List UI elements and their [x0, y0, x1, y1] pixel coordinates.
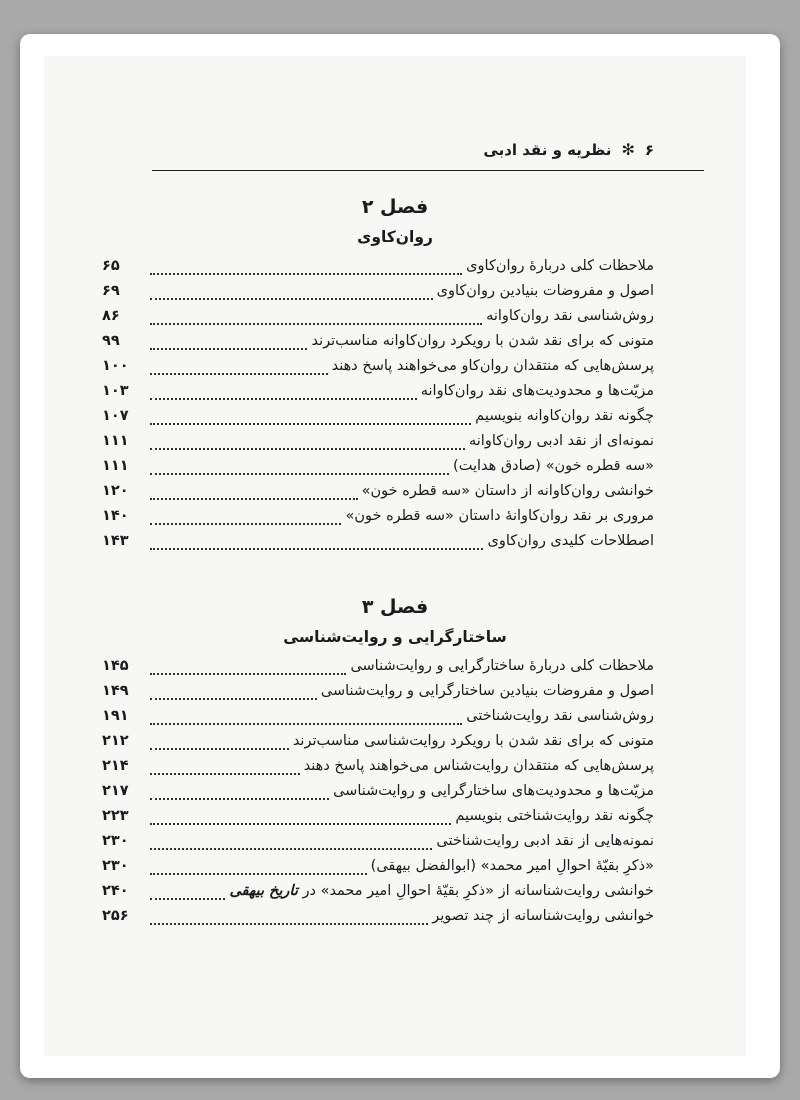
book-page [44, 56, 746, 1056]
toc-page-number: ۱۴۳ [102, 533, 129, 549]
toc-entry[interactable]: ملاحظات کلی دربارهٔ روان‌کاوی ۶۵ [102, 254, 654, 279]
toc-page-number: ۸۶ [102, 308, 120, 324]
dot-leader [150, 863, 367, 875]
toc-entry[interactable]: «سه قطره خون» (صادق هدایت) ۱۱۱ [102, 454, 654, 479]
toc-entry[interactable]: خوانشی روایت‌شناسانه از «ذکرِ بقیّهٔ احوالِ امیر محمد» در تاریخ بیهقی ۲۴۰ [102, 879, 654, 904]
chapter-3-label: فصل ۳ [361, 596, 429, 618]
dot-leader [150, 663, 346, 675]
toc-entry[interactable]: اصول و مفروضات بنیادین ساختارگرایی و روایت‌شناسی ۱۴۹ [102, 679, 654, 704]
toc-page-number: ۲۱۷ [102, 783, 129, 799]
toc-page-number: ۱۹۱ [102, 708, 129, 724]
toc-page-number: ۲۳۰ [102, 833, 129, 849]
toc-entry[interactable]: مزیّت‌ها و محدودیت‌های ساختارگرایی و روایت‌شناسی ۲۱۷ [102, 779, 654, 804]
dot-leader [150, 363, 328, 375]
dot-leader [150, 513, 341, 525]
toc-entry[interactable]: مروری بر نقد روان‌کاوانهٔ داستان «سه قطره خون» ۱۴۰ [102, 504, 654, 529]
toc-entry[interactable]: چگونه نقد روایت‌شناختی بنویسیم ۲۲۳ [102, 804, 654, 829]
dot-leader [150, 488, 358, 500]
toc-page-number: ۱۱۱ [102, 458, 129, 474]
dot-leader [150, 438, 465, 450]
chapter-3-title: ساختارگرایی و روایت‌شناسی [283, 628, 507, 646]
toc-page-number: ۱۴۹ [102, 683, 129, 699]
toc-page-number: ۱۴۰ [102, 508, 129, 524]
dot-leader [150, 688, 317, 700]
toc-page-number: ۲۱۲ [102, 733, 129, 749]
dot-leader [150, 338, 307, 350]
book-title: نظریه و نقد ادبی [483, 140, 612, 159]
dot-leader [150, 838, 432, 850]
toc-entry[interactable]: متونی که برای نقد شدن با رویکرد روان‌کاوانه مناسب‌ترند ۹۹ [102, 329, 654, 354]
dot-leader [150, 813, 451, 825]
dot-leader [150, 463, 449, 475]
dot-leader [150, 763, 300, 775]
toc-entry[interactable]: روش‌شناسی نقد روایت‌شناختی ۱۹۱ [102, 704, 654, 729]
dot-leader [150, 738, 289, 750]
toc-entry[interactable]: نمونه‌هایی از نقد ادبی روایت‌شناختی ۲۳۰ [102, 829, 654, 854]
header-rule [152, 170, 704, 171]
toc-page-number: ۱۱۱ [102, 433, 129, 449]
dot-leader [150, 288, 433, 300]
toc-entry[interactable]: پرسش‌هایی که منتقدان روان‌کاو می‌خواهند پاسخ دهند ۱۰۰ [102, 354, 654, 379]
toc-page-number: ۱۰۳ [102, 383, 129, 399]
chapter-3-toc [102, 654, 654, 929]
toc-page-number: ۲۲۳ [102, 808, 129, 824]
dot-leader [150, 713, 462, 725]
chapter-2-title: روان‌کاوی [357, 228, 433, 246]
toc-entry[interactable]: پرسش‌هایی که منتقدان روایت‌شناس می‌خواهند پاسخ دهند ۲۱۴ [102, 754, 654, 779]
toc-entry[interactable]: چگونه نقد روان‌کاوانه بنویسیم ۱۰۷ [102, 404, 654, 429]
dot-leader [150, 913, 428, 925]
toc-entry[interactable]: روش‌شناسی نقد روان‌کاوانه ۸۶ [102, 304, 654, 329]
dot-leader [150, 413, 471, 425]
toc-entry[interactable]: «ذکرِ بقیّهٔ احوالِ امیر محمد» (ابوالفضل بیهقی) ۲۳۰ [102, 854, 654, 879]
toc-page-number: ۱۰۰ [102, 358, 129, 374]
toc-entry[interactable]: نمونه‌ای از نقد ادبی روان‌کاوانه ۱۱۱ [102, 429, 654, 454]
dot-leader [150, 888, 225, 900]
toc-page-number: ۶۹ [102, 283, 120, 299]
dot-leader [150, 388, 417, 400]
dot-leader [150, 313, 482, 325]
emphasized-title: تاریخ بیهقی [229, 883, 298, 899]
toc-entry[interactable]: اصول و مفروضات بنیادین روان‌کاوی ۶۹ [102, 279, 654, 304]
dot-leader [150, 263, 462, 275]
toc-entry[interactable]: ملاحظات کلی دربارهٔ ساختارگرایی و روایت‌شناسی ۱۴۵ [102, 654, 654, 679]
toc-page-number: ۲۴۰ [102, 883, 129, 899]
toc-page-number: ۹۹ [102, 333, 120, 349]
toc-page-number: ۲۵۶ [102, 908, 129, 924]
ornament-icon: ✻ [621, 140, 635, 159]
running-header [483, 140, 654, 159]
toc-entry[interactable]: اصطلاحات کلیدی روان‌کاوی ۱۴۳ [102, 529, 654, 554]
toc-entry[interactable]: متونی که برای نقد شدن با رویکرد روایت‌شناسی مناسب‌ترند ۲۱۲ [102, 729, 654, 754]
dot-leader [150, 788, 329, 800]
toc-entry[interactable]: خوانشی روان‌کاوانه از داستان «سه قطره خون» ۱۲۰ [102, 479, 654, 504]
toc-page-number: ۶۵ [102, 258, 120, 274]
toc-page-number: ۱۰۷ [102, 408, 129, 424]
chapter-2-toc [102, 254, 654, 554]
toc-entry[interactable]: مزیّت‌ها و محدودیت‌های نقد روان‌کاوانه ۱۰۳ [102, 379, 654, 404]
toc-entry[interactable]: خوانشی روایت‌شناسانه از چند تصویر ۲۵۶ [102, 904, 654, 929]
toc-page-number: ۱۲۰ [102, 483, 129, 499]
toc-page-number: ۲۳۰ [102, 858, 129, 874]
toc-page-number: ۲۱۴ [102, 758, 129, 774]
chapter-2-label: فصل ۲ [361, 196, 429, 218]
toc-page-number: ۱۴۵ [102, 658, 129, 674]
dot-leader [150, 538, 483, 550]
page-number: ۶ [644, 140, 654, 159]
